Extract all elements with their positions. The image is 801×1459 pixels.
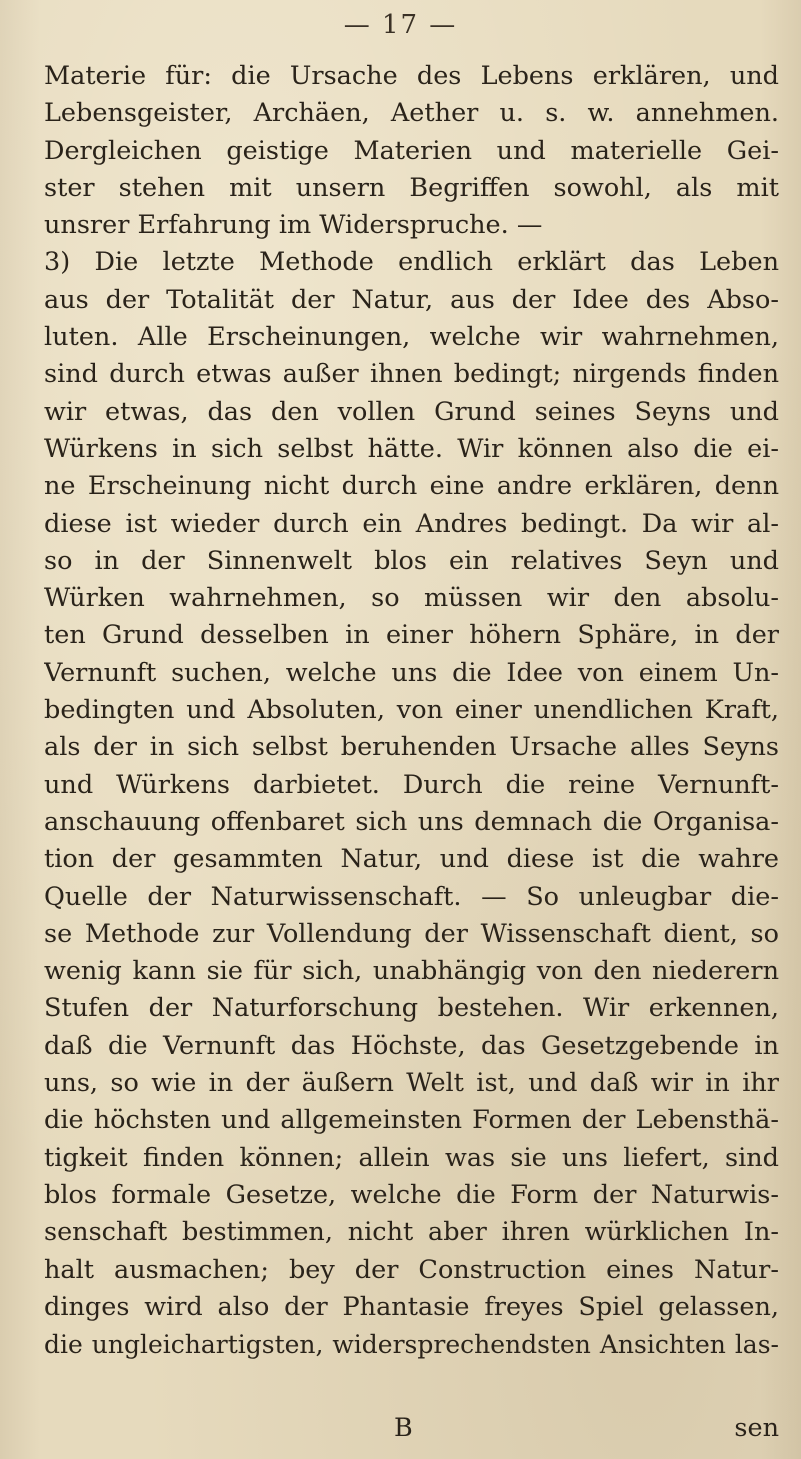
text-line: daß die Vernunft das Höchste, das Gesetzgebende in	[44, 1030, 779, 1061]
page-footer	[44, 1410, 779, 1447]
text-line: tigkeit finden können; allein was sie uns liefert, sind	[44, 1142, 779, 1173]
catchword: sen	[734, 1413, 779, 1443]
text-line: luten. Alle Erscheinungen, welche wir wahrnehmen,	[44, 322, 779, 353]
text-line: bedingten und Absoluten, von einer unendlichen Kraft,	[44, 695, 779, 726]
text-line: halt ausmachen; bey der Construction eines Natur-	[44, 1254, 779, 1285]
text-line: tion der gesammten Natur, und diese ist die wahre	[44, 844, 779, 875]
text-line: ster stehen mit unsern Begriffen sowohl, als mit	[44, 172, 779, 203]
text-line: die ungleichartigsten, widersprechendsten Ansichten las-	[44, 1330, 779, 1360]
page-number-header: — 17 —	[343, 10, 458, 40]
text-line: und Würkens darbietet. Durch die reine Vernunft-	[44, 769, 779, 800]
text-line: Lebensgeister, Archäen, Aether u. s. w. annehmen.	[44, 98, 779, 129]
body-text	[44, 58, 779, 1363]
text-line: uns, so wie in der äußern Welt ist, und daß wir in ihr	[44, 1068, 779, 1099]
signature-mark: B	[394, 1413, 413, 1443]
text-line: Würken wahrnehmen, so müssen wir den absolu-	[44, 583, 779, 614]
text-line: 3) Die letzte Methode endlich erklärt das Leben	[44, 247, 779, 278]
text-line: sind durch etwas außer ihnen bedingt; nirgends finden	[44, 359, 779, 390]
text-line: diese ist wieder durch ein Andres bedingt. Da wir al-	[44, 508, 779, 539]
text-line: so in der Sinnenwelt blos ein relatives Seyn und	[44, 545, 779, 576]
text-line: blos formale Gesetze, welche die Form der Naturwis-	[44, 1179, 779, 1210]
text-line: dinges wird also der Phantasie freyes Spiel gelassen,	[44, 1291, 779, 1322]
text-line: Stufen der Naturforschung bestehen. Wir erkennen,	[44, 993, 779, 1024]
text-line: Vernunft suchen, welche uns die Idee von einem Un-	[44, 657, 779, 688]
text-line: Materie für: die Ursache des Lebens erklären, und	[44, 61, 779, 91]
text-line: Würkens in sich selbst hätte. Wir können also die ei-	[44, 433, 779, 464]
text-line: als der in sich selbst beruhenden Ursache alles Seyns	[44, 732, 779, 763]
text-line: wenig kann sie für sich, unabhängig von den niederern	[44, 956, 779, 987]
text-line: ten Grund desselben in einer höhern Sphäre, in der	[44, 620, 779, 651]
text-line: Quelle der Naturwissenschaft. — So unleugbar die-	[44, 881, 779, 912]
text-line: senschaft bestimmen, nicht aber ihren würklichen In-	[44, 1217, 779, 1248]
text-line: se Methode zur Vollendung der Wissenschaft dient, so	[44, 918, 779, 949]
text-line: ne Erscheinung nicht durch eine andre erklären, denn	[44, 471, 779, 502]
text-line: anschauung offenbaret sich uns demnach die Organisa-	[44, 806, 779, 837]
text-line: aus der Totalität der Natur, aus der Idee des Abso-	[44, 284, 779, 315]
text-line: Dergleichen geistige Materien und materielle Gei-	[44, 135, 779, 166]
text-line: unsrer Erfahrung im Widerspruche. —	[44, 210, 543, 241]
text-line: die höchsten und allgemeinsten Formen der Lebensthä-	[44, 1105, 779, 1136]
text-line: wir etwas, das den vollen Grund seines Seyns und	[44, 396, 779, 427]
